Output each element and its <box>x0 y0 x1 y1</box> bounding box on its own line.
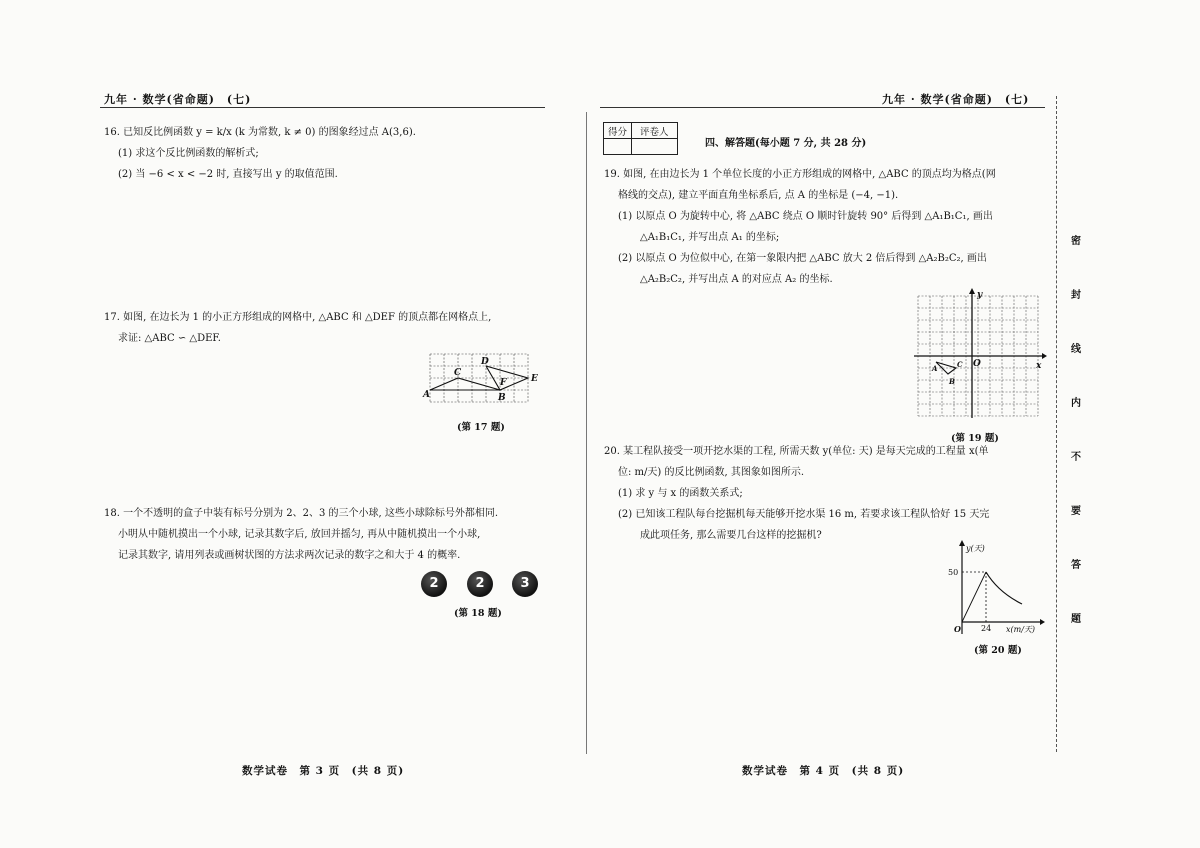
label-a: A <box>423 390 430 400</box>
y-tick-50: 50 <box>948 568 959 577</box>
label-b: B <box>498 393 506 403</box>
question-16 <box>104 122 416 185</box>
label-e: E <box>531 374 538 384</box>
question-19 <box>604 164 996 290</box>
grader-header: 评卷人 <box>632 123 678 139</box>
q16-line: 16. 已知反比例函数 y = k/x (k 为常数, k ≠ 0) 的图象经过点 A(3,6). <box>104 127 416 138</box>
q16-line: (2) 当 −6 < x < −2 时, 直接写出 y 的取值范围. <box>118 169 338 180</box>
right-page-footer: 数学试卷 第 4 页 (共 8 页) <box>742 765 905 777</box>
line-to-point <box>962 572 986 622</box>
score-table <box>603 122 678 155</box>
q17-grid-figure <box>420 350 545 405</box>
q19-line: 格线的交点), 建立平面直角坐标系后, 点 A 的坐标是 (−4, −1). <box>618 190 899 201</box>
y-axis-label: y <box>977 290 983 300</box>
q17-line: 17. 如图, 在边长为 1 的小正方形组成的网格中, △ABC 和 △DEF 的顶点都在网格点上, <box>104 312 492 323</box>
origin-label: O <box>954 624 961 634</box>
left-page-header: 九年 · 数学(省命题) (七) <box>104 93 252 106</box>
q18-line: 18. 一个不透明的盒子中装有标号分别为 2、2、3 的三个小球, 这些小球除标号外都相同. <box>104 508 499 519</box>
seal-char: 题 <box>1071 614 1081 625</box>
label-d: D <box>481 357 489 367</box>
section-title: 四、解答题(每小题 7 分, 共 28 分) <box>705 138 867 149</box>
q20-line: 位: m/天) 的反比例函数, 其图象如图所示. <box>618 467 805 478</box>
label-f: F <box>500 378 507 388</box>
q16-line: (1) 求这个反比例函数的解析式; <box>118 148 259 159</box>
ball-2: 2 <box>421 571 447 597</box>
q20-line: (1) 求 y 与 x 的函数关系式; <box>618 488 743 499</box>
q17-caption: (第 17 题) <box>457 422 505 433</box>
seal-char: 线 <box>1071 344 1081 355</box>
center-fold-line <box>586 112 587 754</box>
label-c: C <box>454 368 462 378</box>
grader-cell[interactable] <box>632 139 678 155</box>
q19-line: △A₂B₂C₂, 并写出点 A 的对应点 A₂ 的坐标. <box>640 274 833 285</box>
q20-line: 20. 某工程队接受一项开挖水渠的工程, 所需天数 y(单位: 天) 是每天完成的工程量 x(单 <box>604 446 989 457</box>
right-page-header: 九年 · 数学(省命题) (七) <box>882 93 1030 106</box>
q17-line: 求证: △ABC ∽ △DEF. <box>118 333 221 344</box>
q19-caption: (第 19 题) <box>951 433 999 444</box>
q19-line: 19. 如图, 在由边长为 1 个单位长度的小正方形组成的网格中, △ABC 的顶点均为格点(网 <box>604 169 996 180</box>
q18-line: 记录其数字, 请用列表或画树状图的方法求两次记录的数字之和大于 4 的概率. <box>118 550 461 561</box>
origin-label: O <box>973 359 981 369</box>
question-18 <box>104 503 498 566</box>
label-b: B <box>949 377 955 386</box>
y-axis-label: y(天) <box>966 544 985 553</box>
x-axis-label: x <box>1036 361 1042 371</box>
q18-caption: (第 18 题) <box>454 608 502 619</box>
seal-margin-line <box>1056 96 1057 752</box>
triangle-abc <box>430 378 500 390</box>
label-a: A <box>932 364 938 373</box>
left-page-footer: 数学试卷 第 3 页 (共 8 页) <box>242 765 405 777</box>
ball-3: 3 <box>512 571 538 597</box>
question-20 <box>604 441 989 546</box>
seal-char: 内 <box>1071 398 1081 409</box>
q19-line: △A₁B₁C₁, 并写出点 A₁ 的坐标; <box>640 232 780 243</box>
question-17 <box>104 307 491 349</box>
seal-char: 要 <box>1071 506 1081 517</box>
label-c: C <box>957 360 963 369</box>
x-axis-label: x(m/天) <box>1006 625 1036 634</box>
q20-caption: (第 20 题) <box>974 645 1022 656</box>
hyperbola-curve <box>986 572 1022 604</box>
q19-line: (2) 以原点 O 为位似中心, 在第一象限内把 △ABC 放大 2 倍后得到 △A₂B₂C₂, 画出 <box>618 253 987 264</box>
seal-char: 密 <box>1071 236 1081 247</box>
x-tick-24: 24 <box>981 624 992 633</box>
q18-line: 小明从中随机摸出一个小球, 记录其数字后, 放回并摇匀, 再从中随机摸出一个小球, <box>118 529 481 540</box>
score-cell[interactable] <box>604 139 632 155</box>
q19-line: (1) 以原点 O 为旋转中心, 将 △ABC 绕点 O 顺时针旋转 90° 后得到 △A₁B₁C₁, 画出 <box>618 211 993 222</box>
score-header: 得分 <box>604 123 632 139</box>
seal-char: 不 <box>1071 452 1081 463</box>
q20-function-graph <box>946 540 1046 638</box>
ball-2: 2 <box>467 571 493 597</box>
right-header-rule <box>600 107 1045 108</box>
q20-line: 成此项任务, 那么需要几台这样的挖掘机? <box>640 530 822 541</box>
left-header-rule <box>100 107 545 108</box>
q20-line: (2) 已知该工程队每台挖掘机每天能够开挖水渠 16 m, 若要求该工程队恰好 15 天完 <box>618 509 990 520</box>
q19-coordinate-grid <box>912 288 1047 421</box>
seal-char: 封 <box>1071 290 1081 301</box>
seal-char: 答 <box>1071 560 1081 571</box>
